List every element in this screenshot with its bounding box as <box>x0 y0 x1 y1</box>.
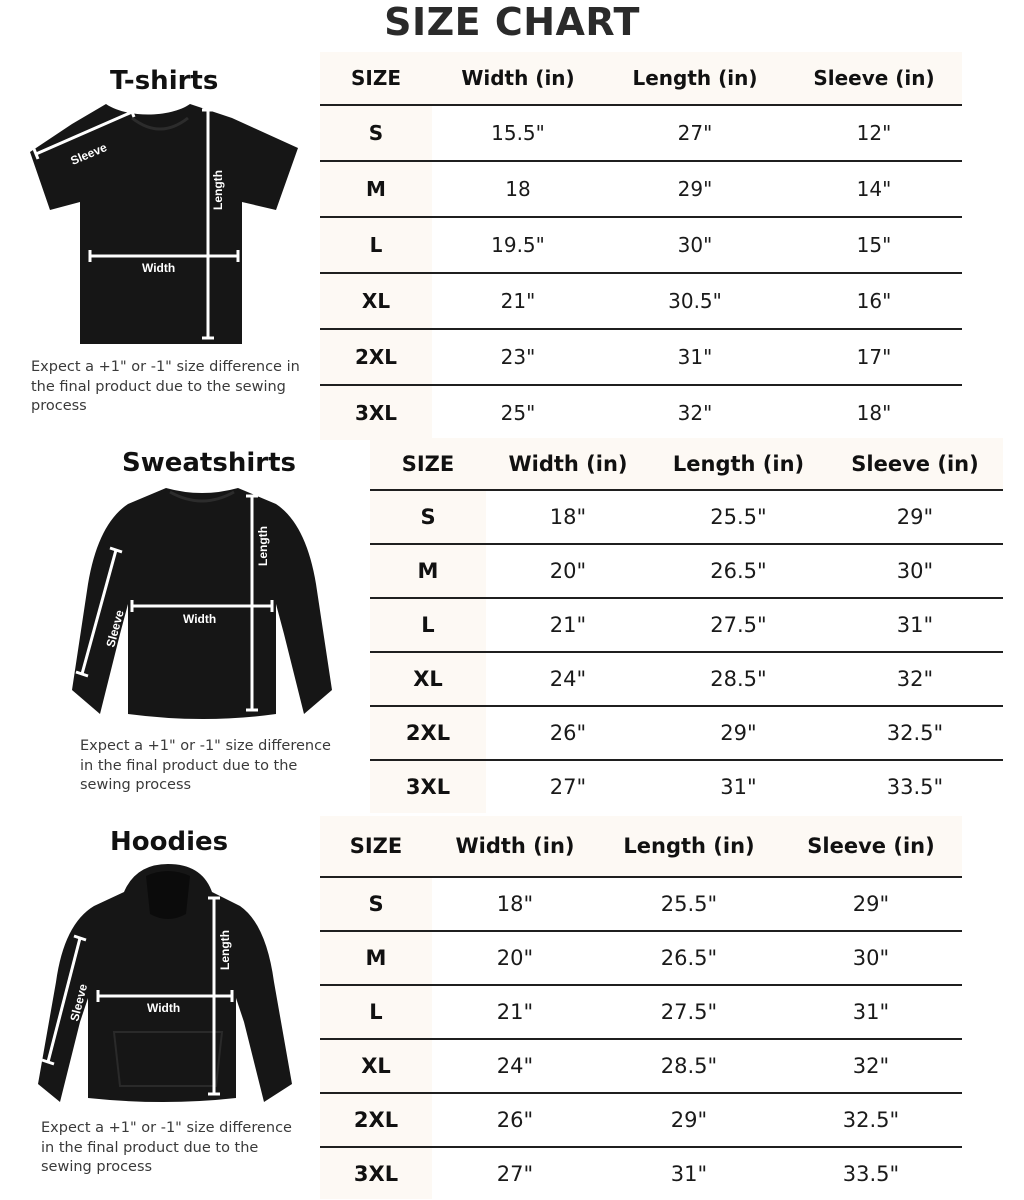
table-row <box>370 706 1003 760</box>
length-cell: 25.5" <box>598 877 780 931</box>
length-cell: 29" <box>604 161 786 217</box>
size-cell: L <box>320 217 432 273</box>
table-header-row <box>370 438 1003 490</box>
width-cell: 26" <box>432 1093 598 1147</box>
sweatshirts-note: Expect a +1" or -1" size difference in the final product due to the sewing process <box>80 738 331 793</box>
table-row <box>370 760 1003 813</box>
sleeve-cell: 17" <box>786 329 962 385</box>
column-header-sleeve: Sleeve (in) <box>786 52 962 105</box>
sleeve-cell: 16" <box>786 273 962 329</box>
size-cell: M <box>320 161 432 217</box>
column-header-width: Width (in) <box>432 52 604 105</box>
sleeve-cell: 30" <box>827 544 1003 598</box>
hoodies-size-table <box>320 816 962 1199</box>
width-cell: 18" <box>432 877 598 931</box>
width-cell: 21" <box>486 598 650 652</box>
table-header-row <box>320 816 962 877</box>
table-row <box>320 1039 962 1093</box>
sweatshirt-length-label: Length <box>256 526 270 566</box>
length-cell: 27" <box>604 105 786 161</box>
table-row <box>320 105 962 161</box>
page-title: SIZE CHART <box>384 0 640 44</box>
size-cell: M <box>320 931 432 985</box>
sweatshirts-size-table <box>370 438 1003 813</box>
width-cell: 20" <box>486 544 650 598</box>
length-cell: 27.5" <box>598 985 780 1039</box>
size-cell: S <box>320 105 432 161</box>
table-row <box>320 1147 962 1199</box>
width-cell: 21" <box>432 985 598 1039</box>
sleeve-cell: 31" <box>780 985 962 1039</box>
tshirt-sleeve-label: Sleeve <box>68 140 109 168</box>
length-cell: 30.5" <box>604 273 786 329</box>
column-header-sleeve: Sleeve (in) <box>827 438 1003 490</box>
sweatshirt-width-label: Width <box>183 612 217 626</box>
length-cell: 30" <box>604 217 786 273</box>
sleeve-cell: 32.5" <box>827 706 1003 760</box>
size-cell: 2XL <box>320 1093 432 1147</box>
table-row <box>320 161 962 217</box>
column-header-width: Width (in) <box>486 438 650 490</box>
length-cell: 26.5" <box>598 931 780 985</box>
column-header-size: SIZE <box>320 816 432 877</box>
size-cell: 2XL <box>320 329 432 385</box>
tshirts-size-table <box>320 52 962 440</box>
size-cell: 3XL <box>320 1147 432 1199</box>
hoodies-note: Expect a +1" or -1" size difference in the final product due to the sewing process <box>41 1120 292 1175</box>
sleeve-cell: 12" <box>786 105 962 161</box>
sleeve-cell: 32" <box>780 1039 962 1093</box>
length-cell: 31" <box>720 775 757 799</box>
sweatshirts-heading: Sweatshirts <box>122 448 296 478</box>
width-cell: 26" <box>486 706 650 760</box>
width-cell: 18 <box>432 161 604 217</box>
width-cell: 15.5" <box>432 105 604 161</box>
table-row <box>370 598 1003 652</box>
length-cell: 28.5" <box>598 1039 780 1093</box>
length-cell: 28.5" <box>650 652 827 706</box>
table-row <box>320 329 962 385</box>
length-cell: 32" <box>677 401 713 425</box>
sleeve-cell: 30" <box>780 931 962 985</box>
size-cell: 2XL <box>370 706 486 760</box>
sweatshirt-sleeve-label: Sleeve <box>103 608 127 649</box>
width-cell: 18" <box>486 490 650 544</box>
size-cell: XL <box>370 652 486 706</box>
width-cell: 24" <box>486 652 650 706</box>
column-header-width: Width (in) <box>432 816 598 877</box>
size-cell: M <box>370 544 486 598</box>
size-cell: 3XL <box>370 760 486 813</box>
sleeve-cell: 31" <box>827 598 1003 652</box>
table-row <box>370 652 1003 706</box>
size-cell: XL <box>320 273 432 329</box>
table-header-row <box>320 52 962 105</box>
column-header-length: Length (in) <box>598 816 780 877</box>
table-row <box>320 217 962 273</box>
column-header-size: SIZE <box>370 438 486 490</box>
length-cell: 31" <box>604 329 786 385</box>
sleeve-cell: 29" <box>827 490 1003 544</box>
table-row <box>320 1093 962 1147</box>
size-cell: S <box>320 877 432 931</box>
width-cell: 24" <box>432 1039 598 1093</box>
hoodies-heading: Hoodies <box>110 827 229 857</box>
length-cell: 29" <box>650 706 827 760</box>
sleeve-cell: 15" <box>786 217 962 273</box>
width-cell: 25" <box>500 401 536 425</box>
sleeve-cell: 32" <box>827 652 1003 706</box>
width-cell: 27" <box>496 1161 534 1186</box>
sweatshirt-illustration <box>70 484 334 724</box>
table-row <box>320 273 962 329</box>
sleeve-cell: 18" <box>856 401 892 425</box>
tshirts-note: Expect a +1" or -1" size difference in the final product due to the sewing process <box>31 359 300 414</box>
column-header-length: Length (in) <box>650 438 827 490</box>
tshirt-width-label: Width <box>142 261 176 275</box>
hoodie-illustration <box>36 862 294 1106</box>
width-cell: 21" <box>432 273 604 329</box>
sleeve-cell: 29" <box>780 877 962 931</box>
size-cell: S <box>370 490 486 544</box>
length-cell: 25.5" <box>650 490 827 544</box>
hoodie-length-label: Length <box>218 930 232 970</box>
sleeve-cell: 33.5" <box>842 1161 900 1186</box>
tshirts-heading: T-shirts <box>110 66 219 96</box>
table-row <box>320 931 962 985</box>
hoodie-sleeve-label: Sleeve <box>67 982 91 1023</box>
sleeve-cell: 32.5" <box>780 1093 962 1147</box>
hoodie-width-label: Width <box>147 1001 181 1015</box>
size-cell: XL <box>320 1039 432 1093</box>
tshirt-length-label: Length <box>211 170 225 210</box>
table-row <box>370 490 1003 544</box>
length-cell: 27.5" <box>650 598 827 652</box>
table-row <box>320 385 962 440</box>
length-cell: 31" <box>670 1161 708 1186</box>
table-row <box>320 877 962 931</box>
column-header-sleeve: Sleeve (in) <box>780 816 962 877</box>
column-header-length: Length (in) <box>604 52 786 105</box>
sleeve-cell: 33.5" <box>886 775 944 799</box>
table-row <box>370 544 1003 598</box>
tshirt-illustration <box>28 100 300 346</box>
width-cell: 20" <box>432 931 598 985</box>
width-cell: 23" <box>432 329 604 385</box>
width-cell: 19.5" <box>432 217 604 273</box>
length-cell: 29" <box>598 1093 780 1147</box>
sleeve-cell: 14" <box>786 161 962 217</box>
column-header-size: SIZE <box>320 52 432 105</box>
width-cell: 27" <box>549 775 587 799</box>
table-row <box>320 985 962 1039</box>
size-cell: L <box>320 985 432 1039</box>
size-cell: 3XL <box>320 385 432 440</box>
length-cell: 26.5" <box>650 544 827 598</box>
size-cell: L <box>370 598 486 652</box>
